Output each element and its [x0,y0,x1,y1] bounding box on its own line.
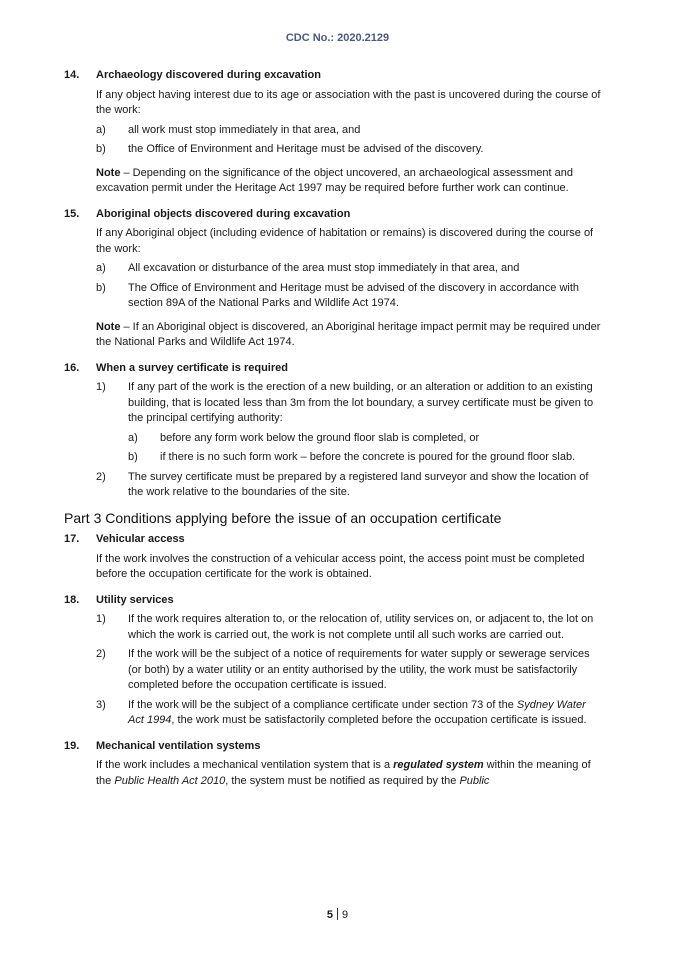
text-run: If the work will be the subject of a compliance certificate under section 73 of the [128,698,517,711]
page-total: 9 [342,909,349,921]
note-text: – Depending on the significance of the object uncovered, an archaeological assessment and excavation permit under the Heritage Act 1997 may be required before further work can continue. [96,166,573,194]
list-item [96,647,604,694]
section-number: 14. [64,69,80,81]
note-text: – If an Aboriginal object is discovered, an Aboriginal heritage impact permit may be required under the National Parks and Wildlife Act 1974. [96,320,601,348]
section-18-heading [64,593,604,609]
list-item [96,612,604,643]
item-text: before any form work below the ground floor slab is completed, or [160,431,480,444]
note-label: Note [96,320,121,333]
list-item [96,470,604,501]
section-19-intro [96,758,604,789]
act-title: Public Health Act 2010 [114,774,226,787]
section-title: Vehicular access [96,533,185,545]
item-label: 3) [96,698,106,711]
section-17-heading [64,532,604,548]
page-separator [337,908,338,920]
item-label: 1) [96,381,106,393]
sub-list-item [128,431,604,447]
list-item [96,281,604,312]
section-14-intro: If any object having interest due to its age or association with the past is uncovered during the course of the work: [96,88,601,116]
section-number: 16. [64,361,80,374]
section-14-note [96,166,604,197]
list-item [96,261,604,277]
section-title: Utility services [96,593,174,606]
item-label: a) [128,431,138,444]
cdc-number: CDC No.: 2020.2129 [285,32,390,44]
item-label: b) [96,143,106,155]
page-footer [0,908,675,921]
text-run: within the meaning of the [96,759,591,787]
note-label: Note [96,166,121,179]
act-title: Public [459,774,490,787]
section-number: 17. [64,533,80,545]
item-label: 2) [96,470,106,483]
section-15-heading [64,207,604,223]
section-number: 15. [64,207,80,220]
item-text: The survey certificate must be prepared by a registered land surveyor and show the location of the work relative to the boundaries of the site. [128,470,589,498]
section-19-heading [64,739,604,755]
item-label: a) [96,123,106,136]
section-title: Mechanical ventilation systems [96,739,261,752]
item-text: If any part of the work is the erection of a new building, or an alteration or addition to an existing building, that is located less than 3m from the lot boundary, a survey certificate must be given to the principal certifying authority: [128,381,594,424]
item-label: 1) [96,613,106,625]
section-title: Archaeology discovered during excavation [96,69,321,81]
section-15-intro: If any Aboriginal object (including evidence of habitation or remains) is discovered during the course of the work: [96,227,594,255]
item-text: If the work will be the subject of a notice of requirements for water supply or sewerage services (or both) by a water utility or an entity authorised by the utility, the work must be satisfactorily completed before the occupation certificate is issued. [128,648,590,691]
item-text: All excavation or disturbance of the area must stop immediately in that area, and [128,262,520,274]
list-item [96,698,604,729]
item-text: all work must stop immediately in that area, and [128,123,361,136]
defined-term: regulated system [393,759,484,771]
text-run: , the system must be notified as required by the [225,774,460,787]
list-item [96,123,604,139]
item-label: 2) [96,648,106,660]
section-15-note [96,320,604,351]
text-run: If the work includes a mechanical ventilation system that is a [96,759,394,771]
text-run: , the work must be satisfactorily completed before the occupation certificate is issued. [171,714,587,726]
item-text: if there is no such form work – before the concrete is poured for the ground floor slab. [160,451,576,463]
section-number: 18. [64,593,80,606]
section-number: 19. [64,739,80,752]
sub-list-item [128,450,604,466]
page-content [64,68,604,789]
item-label: b) [96,281,106,294]
section-16-heading [64,361,604,377]
item-label: b) [128,451,138,463]
item-label: a) [96,262,106,274]
item-text: If the work requires alteration to, or the relocation of, utility services on, or adjacent to, the lot on which the work is carried out, the work is not complete until all such works are carried out. [128,613,594,641]
section-title: Aboriginal objects discovered during excavation [96,207,351,220]
item-text: the Office of Environment and Heritage must be advised of the discovery. [128,143,484,155]
act-title: Sydney Water Act 1994 [128,698,586,726]
item-text [128,698,604,729]
list-item [96,380,604,427]
item-text: The Office of Environment and Heritage must be advised of the discovery in accordance with section 89A of the National Parks and Wildlife Act 1974. [128,281,580,309]
section-title: When a survey certificate is required [96,361,288,374]
section-14-heading [64,68,604,84]
page-number: 5 [326,909,333,921]
list-item [96,142,604,158]
part-3-heading: Part 3 Conditions applying before the issue of an occupation certificate [64,509,502,526]
section-17-intro: If the work involves the construction of a vehicular access point, the access point must be completed before the occupation certificate for the work is obtained. [96,552,585,580]
